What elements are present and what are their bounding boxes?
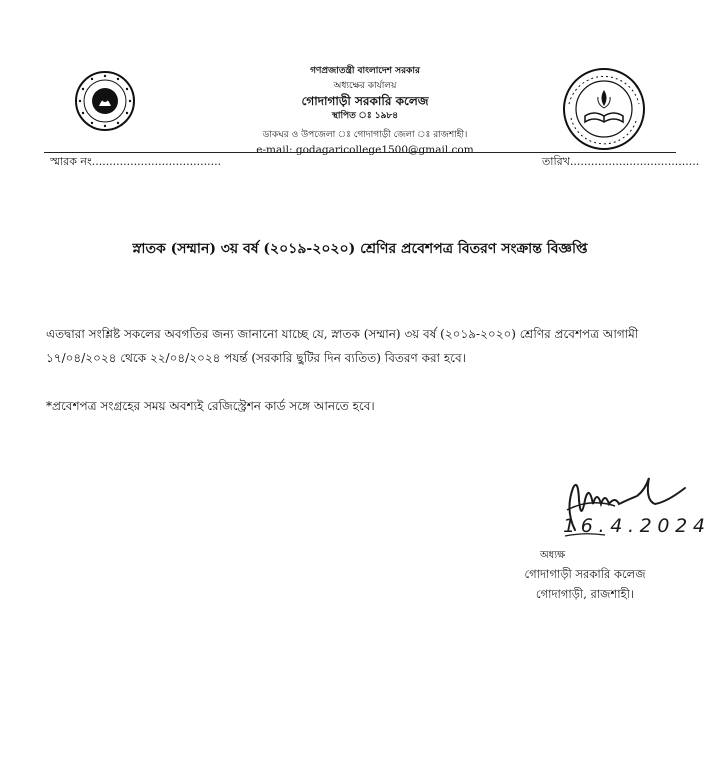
memo-number: স্মারক নং..................................... (50, 155, 222, 168)
handwritten-signature (545, 470, 715, 555)
notice-note: *প্রবেশপত্র সংগ্রহের সময় অবশ্যই রেজিস্ট্রেশন কার্ড সঙ্গে আনতে হবে। (46, 399, 375, 413)
memo-date: তারিখ..................................... (542, 155, 700, 168)
college-seal-logo (561, 66, 647, 152)
established-year: স্থাপিত ঃ ১৯৮৪ (331, 111, 399, 121)
office-name: অধ্যক্ষের কার্যালয় (333, 81, 397, 91)
svg-text:16.4.2024: 16.4.2024 (563, 515, 705, 537)
college-email: e-mail: godagaricollege1500@gmail.com (256, 144, 474, 156)
signatory-college: গোদাগাড়ী সরকারি কলেজ (524, 567, 646, 581)
signatory-title: অধ্যক্ষ (540, 550, 566, 561)
college-address: ডাকঘর ও উপজেলা ঃ গোদাগাড়ী জেলা ঃ রাজশাহী। (262, 130, 468, 140)
letterhead (220, 64, 510, 158)
notice-body (46, 322, 638, 370)
notice-subject: স্নাতক (সম্মান) ৩য় বর্ষ (২০১৯-২০২০) শ্রেণির প্রবেশপত্র বিতরণ সংক্রান্ত বিজ্ঞপ্তি (132, 241, 588, 257)
signatory-address: গোদাগাড়ী, রাজশাহী। (535, 587, 635, 601)
notice-body-line-2: ১৭/০৪/২০২৪ থেকে ২২/০৪/২০২৪ পযর্ন্ত (সরকারি ছুটির দিন ব্যতিত) বিতরণ করা হবে। (46, 351, 466, 365)
notice-body-line-1: এতদ্বারা সংশ্লিষ্ট সকলের অবগতির জন্য জানানো যাচ্ছে যে, স্নাতক (সম্মান) ৩য় বর্ষ (২০১৯-২০২০) শ্রেণির প্রবেশপত্র আগামী (46, 327, 639, 341)
government-seal-logo (74, 70, 136, 132)
government-name: গণপ্রজাতন্ত্রী বাংলাদেশ সরকার (310, 66, 420, 76)
college-name: গোদাগাড়ী সরকারি কলেজ (301, 94, 429, 108)
